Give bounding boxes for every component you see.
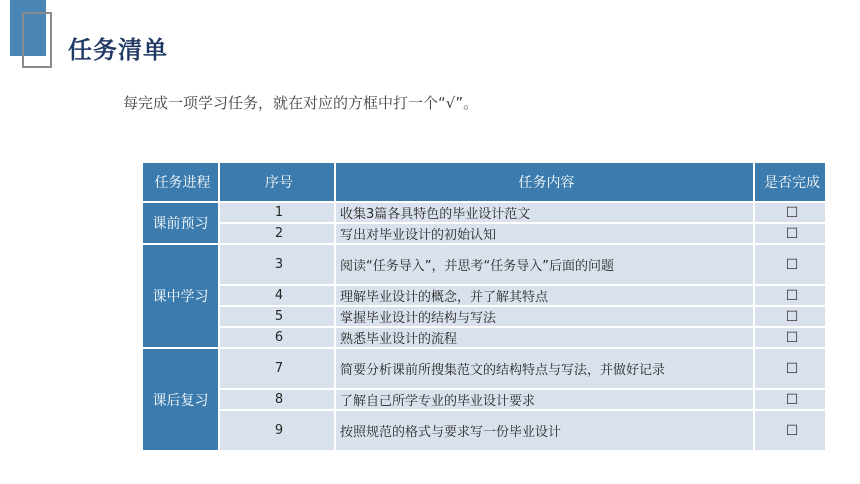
completion-checkbox[interactable]: ☐ bbox=[754, 306, 826, 327]
task-checklist-table bbox=[141, 161, 827, 452]
table-row bbox=[142, 306, 826, 327]
header-content: 任务内容 bbox=[335, 162, 754, 202]
table-row bbox=[142, 410, 826, 451]
table-row bbox=[142, 327, 826, 348]
completion-checkbox[interactable]: ☐ bbox=[754, 410, 826, 451]
task-index: 1 bbox=[219, 202, 335, 223]
task-index: 8 bbox=[219, 389, 335, 410]
table-row bbox=[142, 348, 826, 389]
header-stage: 任务进程 bbox=[142, 162, 219, 202]
task-index: 6 bbox=[219, 327, 335, 348]
task-index: 3 bbox=[219, 244, 335, 285]
stage-label: 课前预习 bbox=[142, 202, 219, 244]
task-content: 简要分析课前所搜集范文的结构特点与写法，并做好记录 bbox=[335, 348, 754, 389]
table-row bbox=[142, 389, 826, 410]
task-content: 写出对毕业设计的初始认知 bbox=[335, 223, 754, 244]
completion-checkbox[interactable]: ☐ bbox=[754, 244, 826, 285]
task-content: 熟悉毕业设计的流程 bbox=[335, 327, 754, 348]
completion-checkbox[interactable]: ☐ bbox=[754, 202, 826, 223]
task-index: 7 bbox=[219, 348, 335, 389]
page-title: 任务清单 bbox=[68, 36, 168, 64]
table-header-row bbox=[142, 162, 826, 202]
table-row bbox=[142, 285, 826, 306]
task-index: 9 bbox=[219, 410, 335, 451]
instruction-text: 每完成一项学习任务，就在对应的方框中打一个“√”。 bbox=[123, 94, 479, 112]
header-index: 序号 bbox=[219, 162, 335, 202]
header-done: 是否完成 bbox=[754, 162, 826, 202]
completion-checkbox[interactable]: ☐ bbox=[754, 389, 826, 410]
stage-label: 课中学习 bbox=[142, 244, 219, 348]
stage-label: 课后复习 bbox=[142, 348, 219, 451]
title-decoration-frame bbox=[22, 12, 52, 68]
completion-checkbox[interactable]: ☐ bbox=[754, 223, 826, 244]
task-index: 2 bbox=[219, 223, 335, 244]
task-index: 5 bbox=[219, 306, 335, 327]
task-content: 按照规范的格式与要求写一份毕业设计 bbox=[335, 410, 754, 451]
task-content: 阅读“任务导入”，并思考“任务导入”后面的问题 bbox=[335, 244, 754, 285]
completion-checkbox[interactable]: ☐ bbox=[754, 327, 826, 348]
completion-checkbox[interactable]: ☐ bbox=[754, 285, 826, 306]
table-row bbox=[142, 244, 826, 285]
completion-checkbox[interactable]: ☐ bbox=[754, 348, 826, 389]
task-content: 掌握毕业设计的结构与写法 bbox=[335, 306, 754, 327]
task-index: 4 bbox=[219, 285, 335, 306]
task-content: 了解自己所学专业的毕业设计要求 bbox=[335, 389, 754, 410]
task-content: 理解毕业设计的概念，并了解其特点 bbox=[335, 285, 754, 306]
table-row bbox=[142, 202, 826, 223]
table-row bbox=[142, 223, 826, 244]
task-content: 收集3篇各具特色的毕业设计范文 bbox=[335, 202, 754, 223]
